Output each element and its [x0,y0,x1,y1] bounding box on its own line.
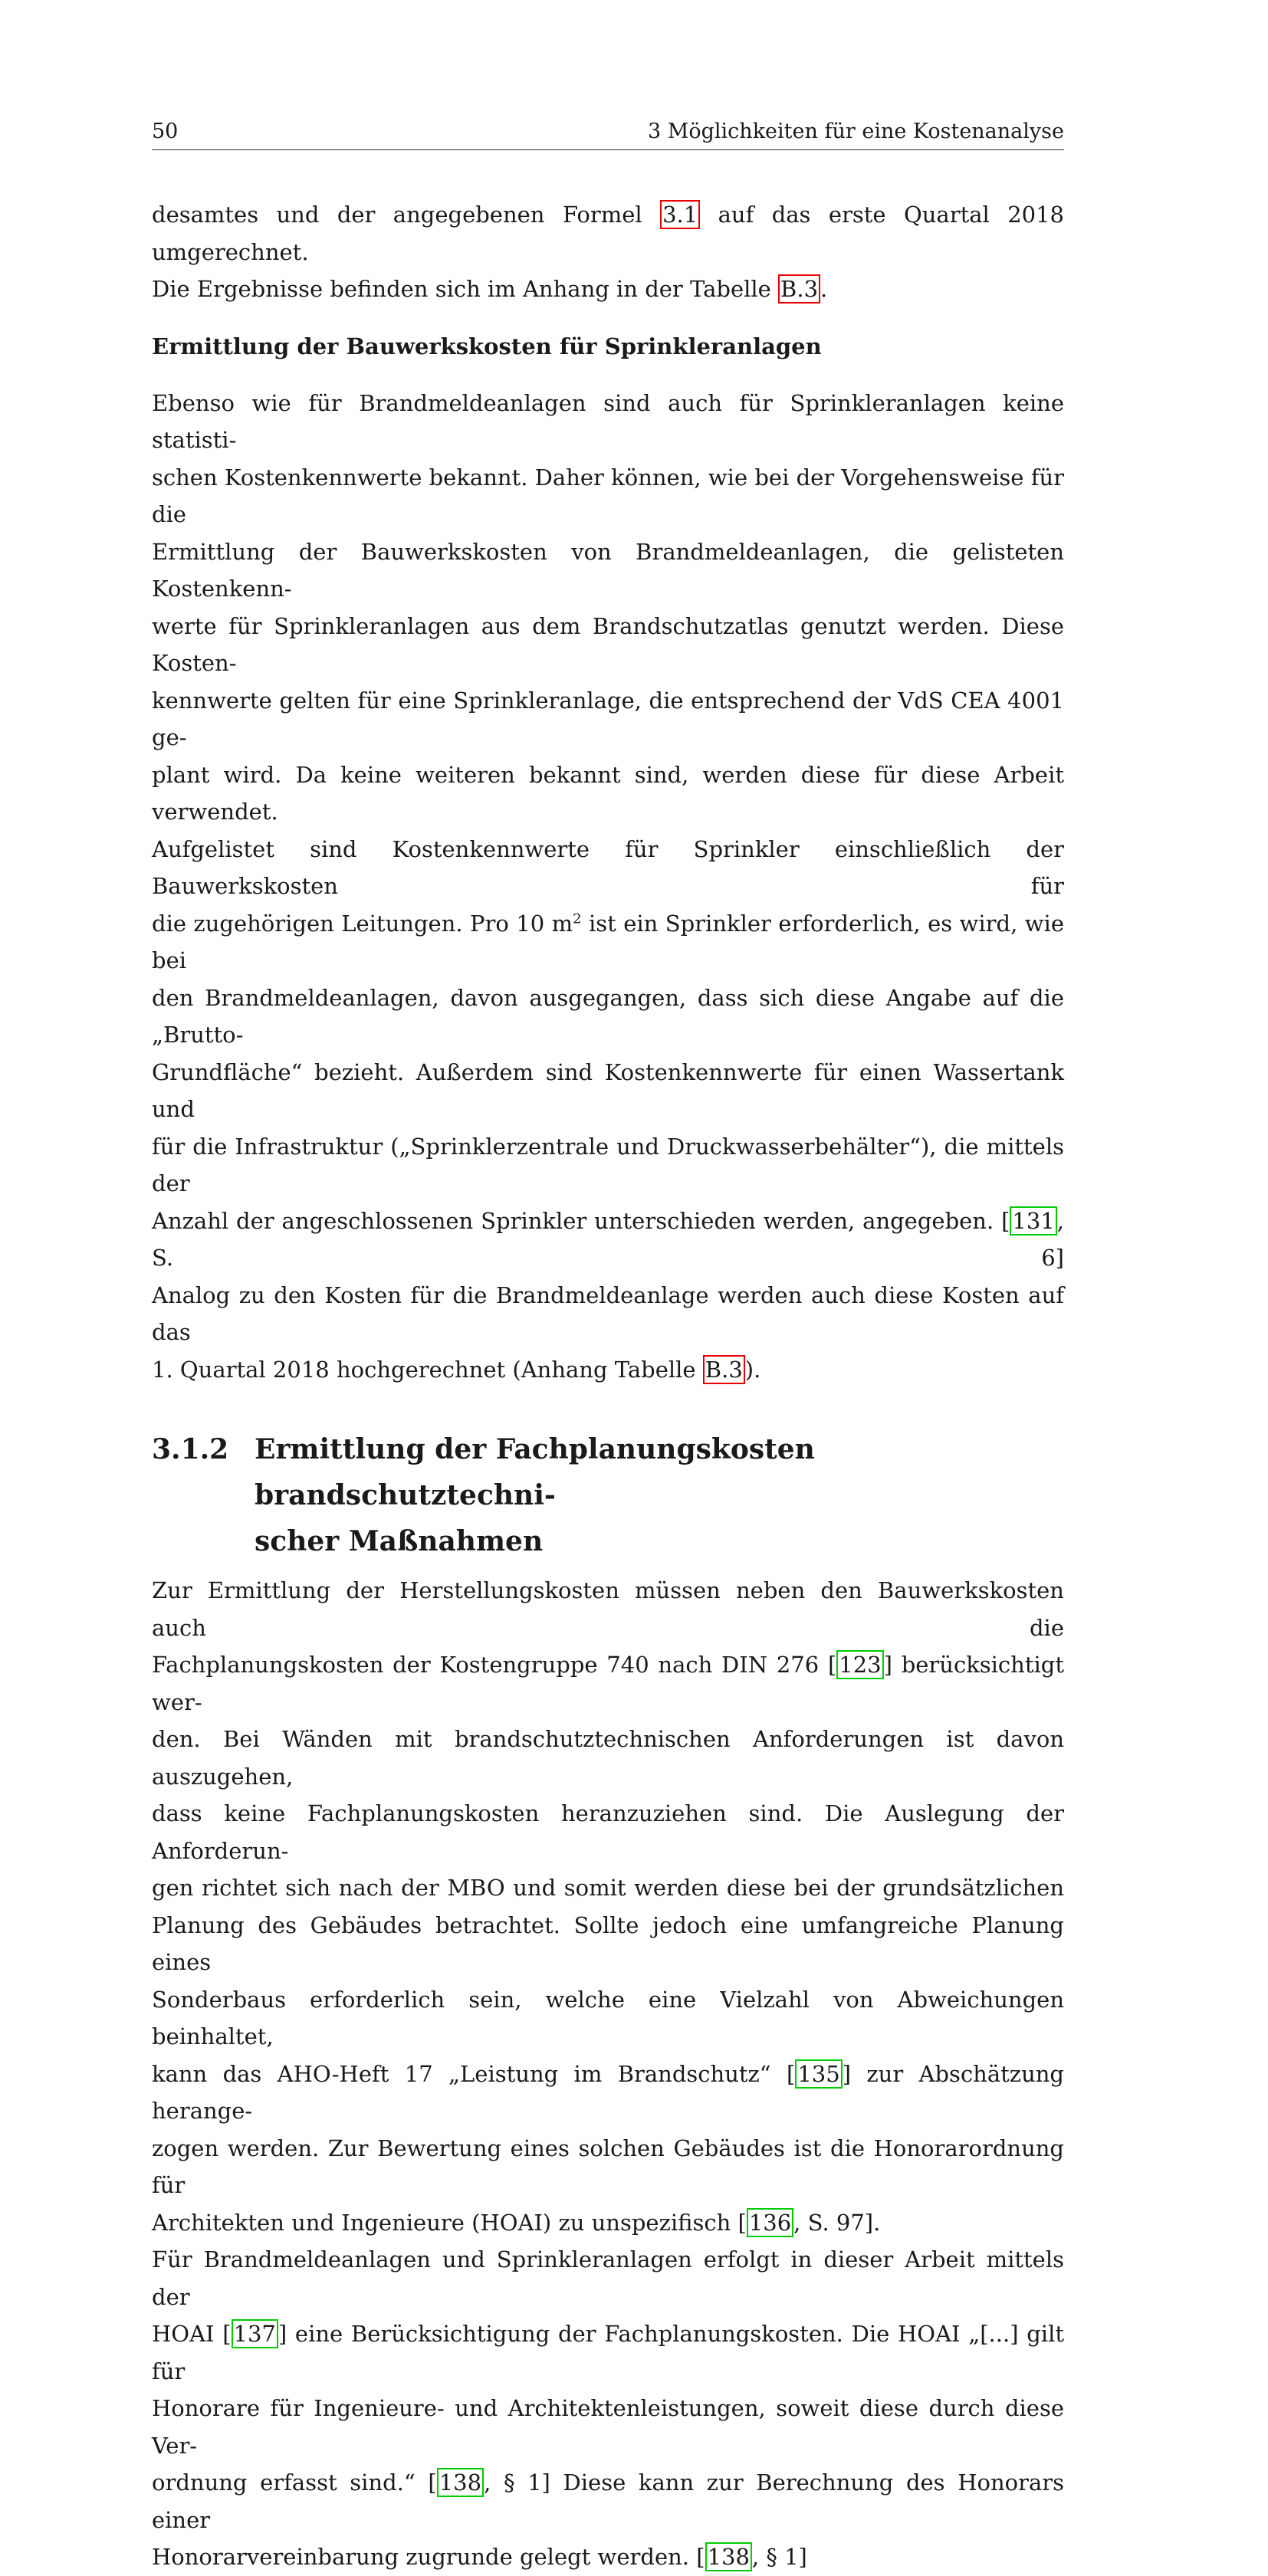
text-line: Grundfläche“ bezieht. Außerdem sind Kostenkennwerte für einen Wassertank und [152,1058,1064,1122]
text-line: Aufgelistet sind Kostenkennwerte für Sprinkler einschließlich der Bauwerkskosten für [152,835,1064,899]
text-line: Für Brandmeldeanlagen und Sprinkleranlagen erfolgt in dieser Arbeit mittels der [152,2246,1064,2310]
text-line: Zur Ermittlung der Herstellungskosten müssen neben den Bauwerkskosten auch die [152,1577,1064,1641]
text-line: 1. Quartal 2018 hochgerechnet (Anhang Tabelle B.3 ). [152,1356,761,1383]
text-line: dass keine Fachplanungskosten heranzuziehen sind. Die Auslegung der Anforderun- [152,1800,1064,1864]
citation-link[interactable]: 123 [836,1650,883,1679]
text-line: den. Bei Wänden mit brandschutztechnischen Anforderungen ist davon auszugehen, [152,1726,1064,1790]
paragraph-intro [152,196,1064,308]
text-line: Planung des Gebäudes betrachtet. Sollte jedoch eine umfangreiche Planung eines [152,1911,1064,1975]
text-line: Ermittlung der Bauwerkskosten von Brandmeldeanlagen, die gelisteten Kostenkenn- [152,538,1064,602]
text-line: Analog zu den Kosten für die Brandmeldeanlage werden auch diese Kosten auf das [152,1281,1064,1345]
text-line: Die Ergebnisse befinden sich im Anhang in der Tabelle B.3 . [152,276,828,302]
section-title: Ermittlung der Fachplanungskosten brandschutztechni- scher Maßnahmen [255,1433,815,1557]
text-line: Ebenso wie für Brandmeldeanlagen sind auch für Sprinkleranlagen keine statisti- [152,389,1064,453]
citation-link[interactable]: 138 [437,2468,484,2497]
text-line: werte für Sprinkleranlagen aus dem Brandschutzatlas genutzt werden. Diese Kosten- [152,612,1064,676]
text-line: für die Infrastruktur („Sprinklerzentrale und Druckwasserbehälter“), die mittels der [152,1133,1064,1196]
text-line: plant wird. Da keine weiteren bekannt sind, werden diese für diese Arbeit verwendet. [152,761,1064,825]
text-line: die zugehörigen Leitungen. Pro 10 $m^2$ ist ein Sprinkler erforderlich, es wird, wie bei [152,910,1064,973]
section-number: 3.1.2 [152,1433,229,1465]
paragraph-planning-costs [152,1572,1064,2241]
text-line: schen Kostenkennwerte bekannt. Daher können, wie bei der Vorgehensweise für die [152,464,1064,527]
formula-reference-link[interactable]: 3.1 [660,200,700,229]
table-reference-link[interactable]: B.3 [703,1355,745,1384]
citation-link[interactable]: 131 [1010,1206,1056,1235]
text-line: den Brandmeldeanlagen, davon ausgegangen, dass sich diese Angabe auf die „Brutto- [152,984,1064,1048]
subheading: Ermittlung der Bauwerkskosten für Sprinkleranlagen [152,333,822,359]
page-number: 50 [152,120,179,143]
page-header [152,120,1064,150]
citation-link[interactable]: 135 [795,2059,842,2089]
text-line: ordnung erfasst sind.“ [ 138 , § 1] Diese kann zur Berechnung des Honorars einer [152,2469,1065,2533]
document-page [152,120,1064,2576]
section-heading [152,1426,1064,1564]
running-chapter-title: 3 Möglichkeiten für eine Kostenanalyse [647,120,1064,143]
text-line: kennwerte gelten für eine Sprinkleranlage, die entsprechend der VdS CEA 4001 ge- [152,687,1064,750]
text-line: kann das AHO-Heft 17 „Leistung im Brandschutz“ [ 135 ] zur Abschätzung herange- [152,2060,1064,2124]
text-line: desamtes und der angegebenen Formel 3.1 auf das erste Quartal 2018 umgerechnet. [152,202,1064,265]
paragraph-sprinkler-costs [152,385,1064,1389]
text-line: Sonderbaus erforderlich sein, welche eine Vielzahl von Abweichungen beinhaltet, [152,1986,1064,2049]
text-line: Honorare für Ingenieure- und Architektenleistungen, soweit diese durch diese Ver- [152,2395,1064,2459]
text-line: Fachplanungskosten der Kostengruppe 740 nach DIN 276 [ 123 ] berücksichtigt wer- [152,1652,1065,1715]
citation-link[interactable]: 137 [232,2319,278,2348]
text-line: HOAI [ 137 ] eine Berücksichtigung der Fachplanungskosten. Die HOAI „[...] gilt für [152,2321,1065,2384]
text-line: Anzahl der angeschlossenen Sprinkler unterschieden werden, angegeben. [ 131 , S. 6] [152,1207,1064,1271]
text-line: Honorarvereinbarung zugrunde gelegt werden. [ 138 , § 1] [152,2544,807,2570]
citation-link[interactable]: 136 [747,2208,793,2237]
superscript: 2 [573,910,582,927]
paragraph-hoai [152,2241,1064,2576]
text-line: gen richtet sich nach der MBO und somit werden diese bei der grundsätzlichen [152,1875,1064,1901]
citation-link[interactable]: 138 [705,2542,752,2571]
text-line: Architekten und Ingenieure (HOAI) zu unspezifisch [ 136 , S. 97]. [152,2209,881,2236]
table-reference-link[interactable]: B.3 [778,274,820,304]
text-line: zogen werden. Zur Bewertung eines solchen Gebäudes ist die Honorarordnung für [152,2135,1064,2198]
